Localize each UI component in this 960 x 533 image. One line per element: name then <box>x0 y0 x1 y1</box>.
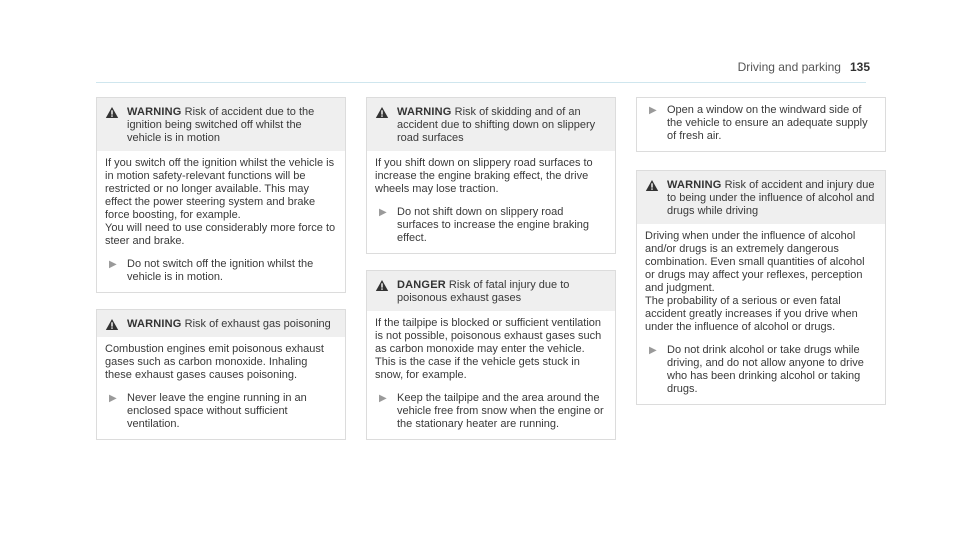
warning-triangle-icon <box>645 179 661 218</box>
warning-header <box>97 98 345 151</box>
header-rule <box>96 82 866 83</box>
instruction-step <box>105 258 337 284</box>
section-title: Driving and parking <box>737 60 841 74</box>
warning-header <box>637 171 885 224</box>
body-paragraph: You will need to use considerably more force to steer and brake. <box>105 222 336 247</box>
step-text: Do not switch off the ignition whilst the vehicle is in motion. <box>127 258 314 283</box>
warning-keyword: WARNING <box>397 106 452 118</box>
warning-box-exhaust <box>96 309 346 440</box>
warning-keyword: WARNING <box>667 179 722 191</box>
warning-title: Risk of accident due to the ignition being switched off whilst the vehicle is in motion <box>127 106 315 144</box>
step-text: Keep the tailpipe and the area around the vehicle free from snow when the engine or the stationary heater are running. <box>397 392 604 430</box>
warning-keyword: WARNING <box>127 318 182 330</box>
body-paragraph: If the tailpipe is blocked or sufficient ventilation is not possible, poisonous exhaust gases such as carbon monoxide may enter the vehicle. This is the case if the vehicle gets stuck in snow, for example. <box>375 317 602 381</box>
step-text: Do not drink alcohol or take drugs while driving, and do not allow anyone to drive who has been drinking alcohol or taking drugs. <box>667 344 864 395</box>
warning-heading <box>127 318 337 331</box>
warning-triangle-icon <box>375 279 391 305</box>
step-text: Do not shift down on slippery road surfaces to increase the engine braking effect. <box>397 206 590 244</box>
body-paragraph: The probability of a serious or even fatal accident greatly increases if you drive when under the influence of alcohol or drugs. <box>645 295 858 333</box>
step-text: Never leave the engine running in an enclosed space without sufficient ventilation. <box>127 392 307 430</box>
warning-heading <box>127 106 337 145</box>
warning-box-alcohol <box>636 170 886 405</box>
step-arrow-icon: ▶ <box>379 207 387 218</box>
warning-header <box>97 310 345 337</box>
body-paragraph: Driving when under the influence of alcohol and/or drugs is an extremely dangerous combination. Even small quantities of alcohol or drugs may affect your reflexes, perception and judgment. <box>645 230 865 294</box>
page-number: 135 <box>849 60 870 74</box>
step-arrow-icon: ▶ <box>109 393 117 404</box>
column-1 <box>96 97 346 456</box>
warning-title: Risk of exhaust gas poisoning <box>181 318 331 330</box>
danger-keyword: DANGER <box>397 279 446 291</box>
warning-triangle-icon <box>105 318 121 331</box>
danger-title: Risk of fatal injury due to poisonous exhaust gases <box>397 279 570 304</box>
warning-heading <box>667 179 877 218</box>
instruction-step <box>645 344 877 396</box>
instruction-step <box>105 392 337 431</box>
instruction-step <box>375 392 607 431</box>
warning-keyword: WARNING <box>127 106 182 118</box>
step-arrow-icon: ▶ <box>109 259 117 270</box>
warning-triangle-icon <box>375 106 391 145</box>
warning-box-skidding <box>366 97 616 254</box>
column-2 <box>366 97 616 456</box>
warning-header <box>367 98 615 151</box>
instruction-step <box>645 104 877 143</box>
danger-box-exhaust <box>366 270 616 440</box>
page-header <box>738 60 870 74</box>
step-text: Open a window on the windward side of the vehicle to ensure an adequate supply of fresh air. <box>667 104 868 142</box>
instruction-step <box>375 206 607 245</box>
warning-body <box>97 151 345 292</box>
warning-body <box>367 151 615 253</box>
step-arrow-icon: ▶ <box>649 345 657 356</box>
body-paragraph: If you switch off the ignition whilst the vehicle is in motion safety-relevant functions will be restricted or no longer available. This may effect the power steering system and brake force boosting, for example. <box>105 157 335 221</box>
body-paragraph: If you shift down on slippery road surfaces to increase the engine braking effect, the drive wheels may lose traction. <box>375 157 593 195</box>
step-arrow-icon: ▶ <box>379 393 387 404</box>
column-3 <box>636 97 886 421</box>
danger-header <box>367 271 615 311</box>
danger-body <box>367 311 615 439</box>
warning-heading <box>397 106 607 145</box>
step-arrow-icon: ▶ <box>649 105 657 116</box>
warning-body <box>637 224 885 404</box>
body-paragraph: Combustion engines emit poisonous exhaust gases such as carbon monoxide. Inhaling these exhaust gases causes poisoning. <box>105 343 324 381</box>
danger-heading <box>397 279 607 305</box>
warning-title: Risk of accident and injury due to being under the influence of alcohol and drugs while driving <box>667 179 875 217</box>
warning-triangle-icon <box>105 106 121 145</box>
warning-box-ignition <box>96 97 346 293</box>
continued-instruction <box>636 97 886 152</box>
warning-body <box>97 337 345 439</box>
warning-title: Risk of skidding and of an accident due to shifting down on slippery road surfaces <box>397 106 596 144</box>
